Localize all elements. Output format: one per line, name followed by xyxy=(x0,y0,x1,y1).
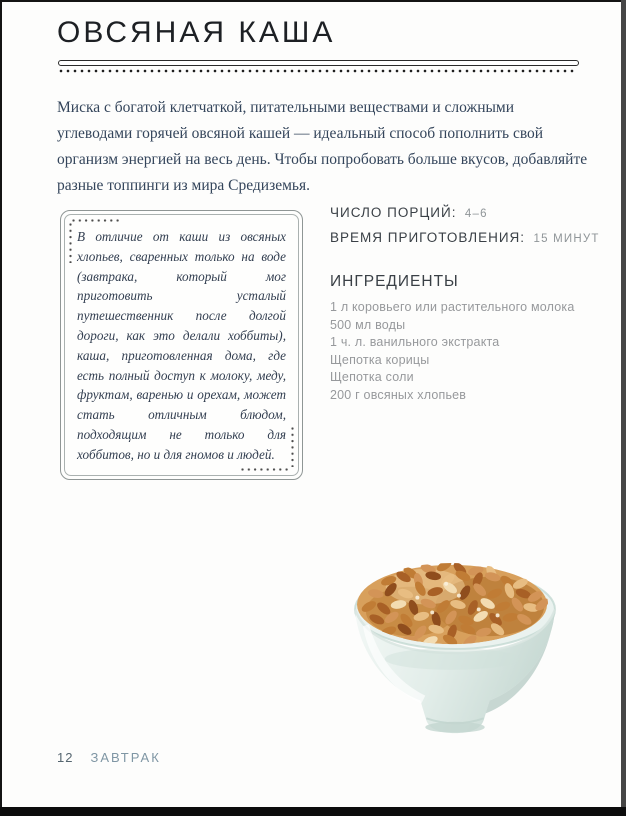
time-line xyxy=(330,229,600,247)
note-box xyxy=(60,210,303,480)
time-value: 15 МИНУТ xyxy=(533,233,600,245)
ingredient-item: Щепотка корицы xyxy=(330,352,430,367)
servings-label: ЧИСЛО ПОРЦИЙ: xyxy=(330,205,457,220)
intro-paragraph: Миска с богатой клетчаткой, питательными веществами и сложными углеводами горячей овсяной кашей — идеальный способ пополнить свой организм энергией на весь день. Чтобы попробовать больше вкусов, добавляйте разные топпинги из мира Средиземья. xyxy=(57,99,588,194)
note-box-ornament-bottom-right-h xyxy=(241,468,291,471)
divider-line xyxy=(58,60,579,66)
recipe-details xyxy=(330,204,600,406)
ingredient-item: 1 ч. л. ванильного экстракта xyxy=(330,335,500,349)
oatmeal-bowl-illustration xyxy=(341,557,569,750)
page-edge-bottom xyxy=(0,807,626,816)
note-text: В отличие от каши из овсяных хлопьев, сваренных только на воде (завтрака, который мог приготовить усталый путешественник после долгой дороги, как это делали хоббиты), каша, приготовленная дома, где есть полный доступ к молоку, меду, фруктам, варенью и орехам, может стать отличным блюдом, подходящим не только для хоббитов, но и для гномов и людей. xyxy=(77,229,286,462)
page-edge-right xyxy=(621,0,626,816)
divider-dots xyxy=(59,69,577,73)
page-title: ОВСЯНАЯ КАША xyxy=(57,16,336,49)
section-label: ЗАВТРАК xyxy=(90,750,161,765)
ingredient-item: 200 г овсяных хлопьев xyxy=(330,387,467,402)
ingredients-list xyxy=(330,301,588,402)
servings-line xyxy=(330,204,588,222)
time-label: ВРЕМЯ ПРИГОТОВЛЕНИЯ: xyxy=(330,230,526,245)
ingredient-item: 500 мл воды xyxy=(330,317,406,332)
ingredient-item: 1 л коровьего или растительного молока xyxy=(330,300,575,314)
servings-value: 4–6 xyxy=(464,208,488,220)
page-edge-top xyxy=(0,0,626,2)
note-box-ornament-top-left-v xyxy=(69,223,72,263)
page-edge-left xyxy=(0,0,2,816)
ingredient-item: Щепотка соли xyxy=(330,370,414,384)
page-footer xyxy=(57,750,161,765)
ingredients-title: ИНГРЕДИЕНТЫ xyxy=(330,273,459,290)
note-box-ornament-top-left-h xyxy=(72,219,122,222)
page-number: 12 xyxy=(57,750,74,765)
note-box-ornament-bottom-right-v xyxy=(291,427,294,467)
